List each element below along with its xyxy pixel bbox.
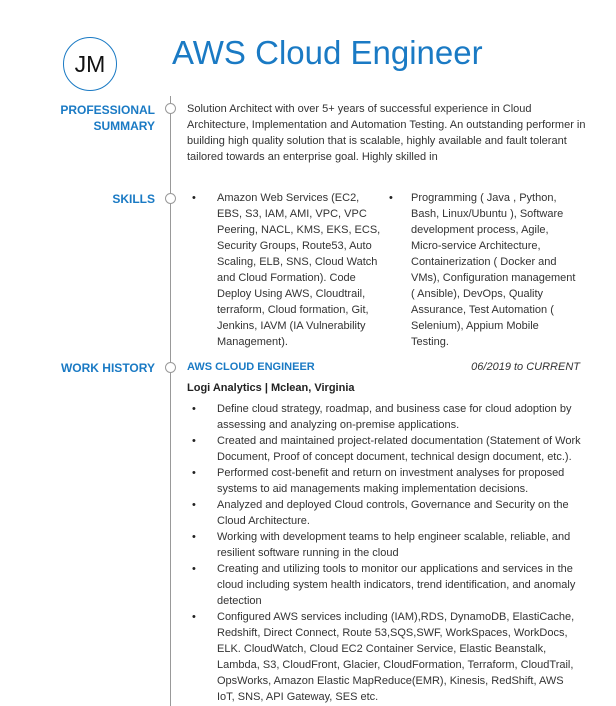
section-label-summary bbox=[60, 102, 155, 134]
job-bullet: • Performed cost-benefit and return on investment analyses for proposed systems to aid managements making implementation decisions. bbox=[187, 465, 582, 497]
job-company: Logi Analytics | Mclean, Virginia bbox=[187, 382, 355, 394]
job-bullet: • Analyzed and deployed Cloud controls, Governance and Security on the Cloud Architecture. bbox=[187, 497, 582, 529]
job-title: AWS CLOUD ENGINEER bbox=[187, 361, 315, 373]
summary-label-line1: PROFESSIONAL bbox=[60, 103, 155, 117]
section-label-skills: SKILLS bbox=[112, 192, 155, 206]
job-bullet: • Created and maintained project-related documentation (Statement of Work Document, Proof of concept document, technical design document, etc.). bbox=[187, 433, 582, 465]
avatar-initials: JM bbox=[63, 37, 117, 91]
job-dates: 06/2019 to CURRENT bbox=[471, 361, 580, 373]
job-bullet: • Working with development teams to help engineer scalable, reliable, and resilient software running in the cloud bbox=[187, 529, 582, 561]
skill-item: • Programming ( Java , Python, Bash, Linux/Ubuntu ), Software development process, Agile, Micro-service Architecture, Containerization ( Docker and VMs), Configuration management ( Ansible), DevOps, Quality Assurance, Test Automation ( Selenium), Appium Mobile Testing. bbox=[384, 190, 576, 350]
skill-item: • Amazon Web Services (EC2, EBS, S3, IAM, AMI, VPC, VPC Peering, NACL, KMS, EKS, ECS, Security Groups, Route53, Auto Scaling, ELB, SNS, Cloud Watch and Cloud Formation). Code Deploy Using AWS, Cloudtrail, terraform, Cloud formation, Git, Jenkins, IAVM (IA Vulnerability Management). bbox=[187, 190, 382, 350]
job-entry bbox=[187, 359, 582, 705]
skills-list bbox=[187, 190, 587, 350]
job-bullet: • Configured AWS services including (IAM),RDS, DynamoDB, ElastiCache, Redshift, Direct Connect, Route 53,SQS,SWF, WorkSpaces, WorkDocs, ELK. CloudWatch, Cloud EC2 Container Service, Elastic Beanstalk, Lambda, S3, CloudFront, Glacier, CloudFormation, Terraform, CloudTrail, OpsWorks, Amazon Elastic MapReduce(EMR), Kinesis, RedShift, AWS IoT, SNS, API Gateway, SES etc. bbox=[187, 609, 582, 705]
timeline-node-summary bbox=[165, 103, 176, 114]
timeline-node-work bbox=[165, 362, 176, 373]
summary-text: Solution Architect with over 5+ years of successful experience in Cloud Architecture, Implementation and Automation Testing. An outstanding performer in building high quality solution that is scalable, highly available and fault tolerant tailored towards an enterprise goal. Highly skilled in bbox=[187, 103, 586, 163]
section-label-work: WORK HISTORY bbox=[60, 361, 155, 375]
timeline-node-skills bbox=[165, 193, 176, 204]
summary-label-line2: SUMMARY bbox=[93, 119, 155, 133]
job-bullet: • Creating and utilizing tools to monitor our applications and services in the cloud including system health indicators, trend identification, and anomaly detection bbox=[187, 561, 582, 609]
job-bullet: • Define cloud strategy, roadmap, and business case for cloud adoption by assessing and analyzing on-premise applications. bbox=[187, 401, 582, 433]
page-title: AWS Cloud Engineer bbox=[172, 34, 483, 71]
timeline-line bbox=[170, 96, 171, 706]
